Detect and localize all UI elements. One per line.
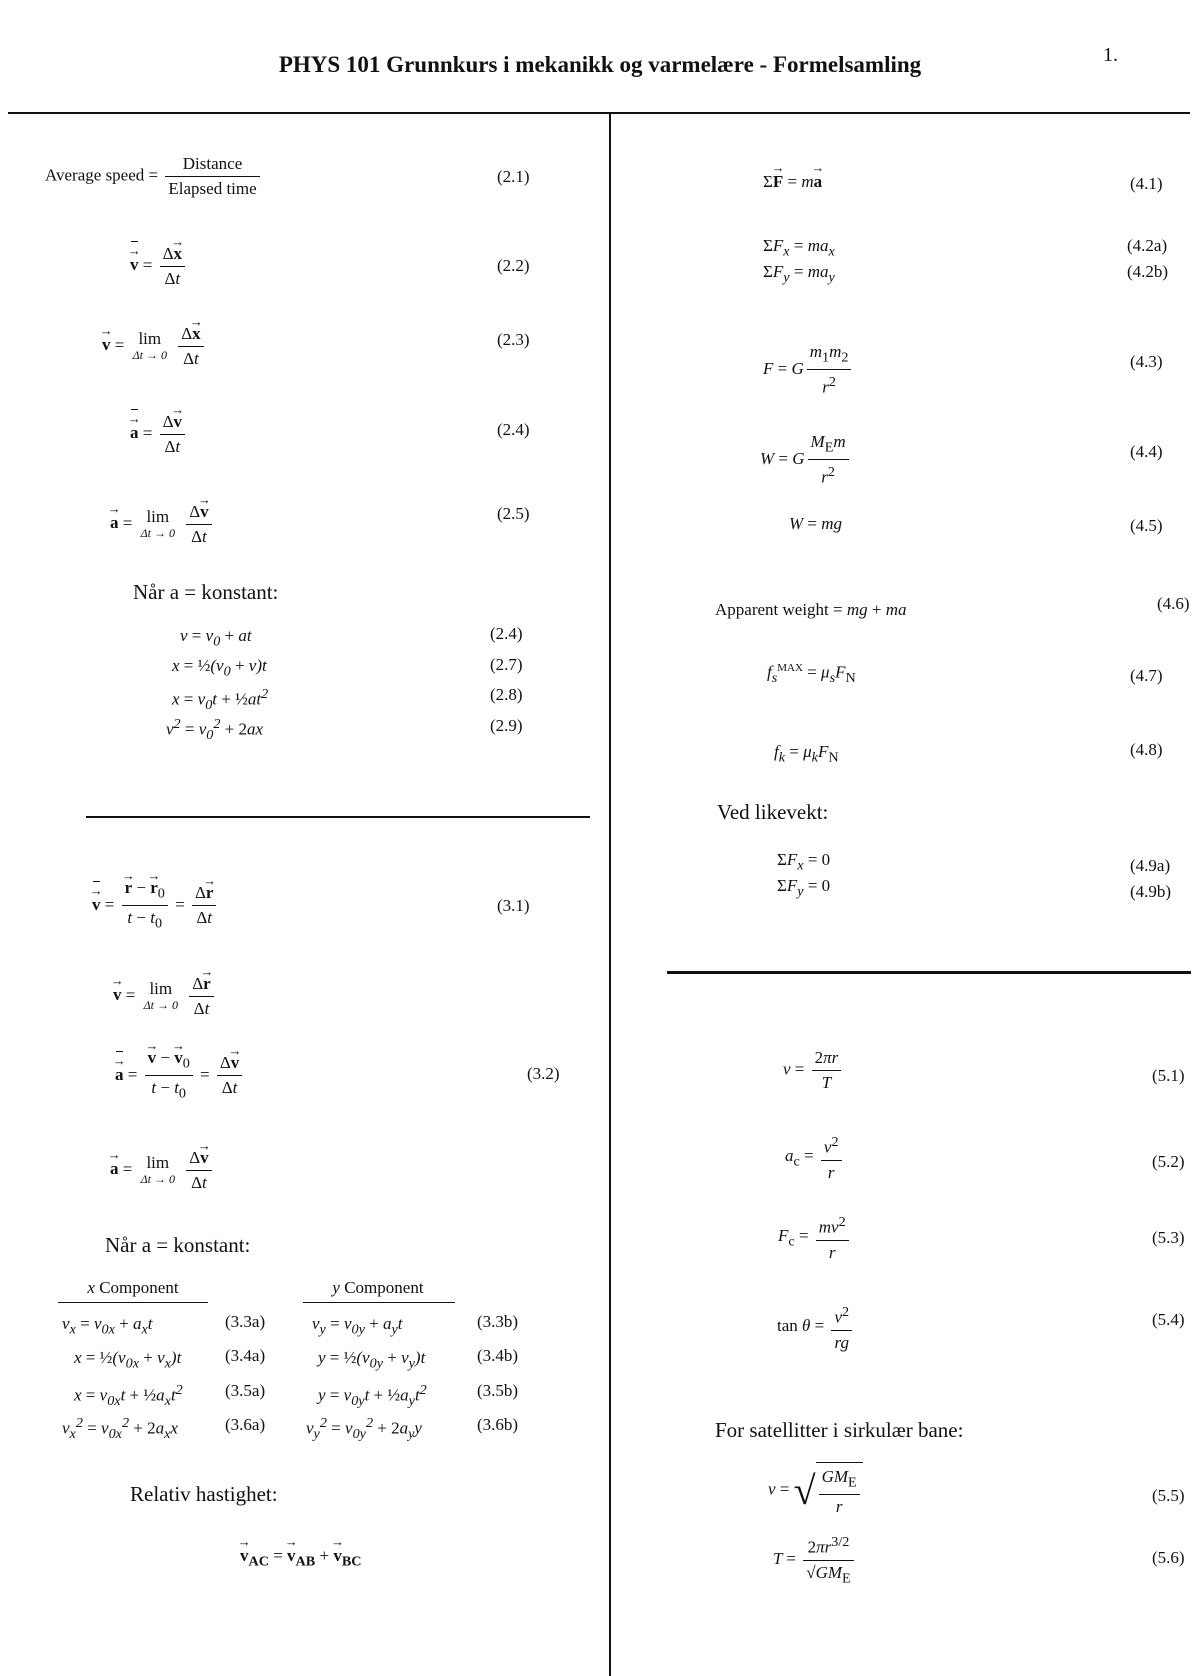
x-eq-4: $v_x^2 = v_{0x}^2 + 2a_xx$: [62, 1415, 178, 1443]
x-component-rule: [58, 1302, 208, 1303]
eq-2-2: → v = $\frac{\Delta\to x}{\Delta t}$: [130, 242, 188, 291]
eq-4-2a: $\Sigma F_x = ma_x$: [763, 236, 835, 260]
eq-5-4: tan θ = $\frac{v^2}{rg}$: [777, 1300, 855, 1355]
y-eq-3: $y = v_{0y}t$ + $\frac{1}{2}a_yt^2$: [318, 1382, 427, 1410]
y-component-rule: [303, 1302, 455, 1303]
y-eq-1: $v_y = v_{0y} + a_yt$: [312, 1314, 403, 1338]
y-num-2: (3.4b): [477, 1346, 519, 1365]
eq-4-7: $f_s^{MAX} = \mu_sF_N$: [767, 662, 856, 687]
satellite-heading: For satellitter i sirkulær bane:: [715, 1418, 964, 1442]
eq-4-5: W = mg: [789, 514, 843, 533]
kin-num-1: (2.4): [490, 624, 523, 643]
column-divider: [609, 114, 611, 1676]
eq-3-2b: → a = lim Δt → 0 $\frac{\Delta\to v}{\Delta t}$: [110, 1146, 215, 1195]
const-accel-heading-2: Når a = konstant:: [105, 1233, 251, 1257]
y-num-3: (3.5b): [477, 1381, 519, 1400]
eq-5-1: v = $\frac{2\pi r}{T}$: [783, 1046, 844, 1095]
eq-2-4: → a = $\frac{\Delta\to v}{\Delta t}$: [130, 410, 188, 459]
x-num-3: (3.5a): [225, 1381, 266, 1400]
eq-4-6: Apparent weight = mg + ma: [715, 600, 907, 619]
eq-number-5-6: (5.6): [1152, 1548, 1185, 1567]
eq-number-3-2: (3.2): [527, 1064, 560, 1083]
kin-num-3: (2.8): [490, 685, 523, 704]
y-eq-4: $v_y^2 = v_{0y}^2 + 2a_yy$: [306, 1415, 422, 1443]
eq-number-4-2a: (4.2a): [1127, 236, 1168, 255]
eq-number-5-1: (5.1): [1152, 1066, 1185, 1085]
eq-4-9a: $\Sigma F_x = 0$: [777, 850, 831, 874]
eq-number-4-5: (4.5): [1130, 516, 1163, 535]
section-rule-right: [667, 971, 1191, 974]
x-eq-1: $v_x = v_{0x} + a_xt$: [62, 1314, 153, 1338]
const-accel-heading-1: Når a = konstant:: [133, 580, 279, 604]
eq-3-2: → a = → $\frac{v - \to v_0}{t - t_0}$ = $\frac{\Delta\to v}{\Delta t}$: [115, 1046, 245, 1106]
eq-number-5-3: (5.3): [1152, 1228, 1185, 1247]
kin-eq-4: $v^2 = v_0^2 + 2ax$: [166, 716, 264, 744]
relative-velocity-heading: Relativ hastighet:: [130, 1482, 278, 1506]
eq-number-5-5: (5.5): [1152, 1486, 1185, 1505]
eq-4-2b: $\Sigma F_y = ma_y$: [763, 262, 835, 286]
kin-eq-1: $v = v_0$ + at: [180, 626, 252, 650]
page-title: PHYS 101 Grunnkurs i mekanikk og varmelære - Formelsamling: [278, 52, 922, 77]
eq-number-4-7: (4.7): [1130, 666, 1163, 685]
y-num-4: (3.6b): [477, 1415, 519, 1434]
x-eq-3: $x = v_{0x}t$ + $\frac{1}{2}a_xt^2$: [74, 1382, 183, 1410]
eq-4-8: $f_k = \mu_kF_N$: [774, 742, 839, 766]
eq-number-3-1: (3.1): [497, 896, 530, 915]
x-eq-2: $x = \frac{1}{2}(v_{0x} + v_x)t$: [74, 1348, 182, 1372]
eq-3-1b: → v = lim Δt → 0 $\frac{\Delta\to r}{\Delta t}$: [113, 972, 217, 1021]
y-component-heading: y Component: [332, 1278, 424, 1297]
x-component-heading: x Component: [87, 1278, 179, 1297]
eq-number-4-3: (4.3): [1130, 352, 1163, 371]
eq-number-5-2: (5.2): [1152, 1152, 1185, 1171]
y-eq-2: $y = \frac{1}{2}(v_{0y} + v_y)t$: [318, 1348, 426, 1372]
eq-number-2-2: (2.2): [497, 256, 530, 275]
eq-4-1: Σ→ F = m→ a: [763, 172, 822, 192]
eq-2-5: → a = lim Δt → 0 $\frac{\Delta\to v}{\Delta t}$: [110, 500, 215, 549]
eq-number-2-3: (2.3): [497, 330, 530, 349]
kin-num-2: (2.7): [490, 655, 523, 674]
eq-number-4-1: (4.1): [1130, 174, 1163, 193]
eq-5-5: v = √ $GM_E$ r: [768, 1462, 863, 1519]
eq-number-4-6: (4.6): [1157, 594, 1190, 613]
eq-2-3: → v = lim Δt → 0 $\frac{\Delta\to x}{\Delta t}$: [102, 322, 207, 371]
x-num-4: (3.6a): [225, 1415, 266, 1434]
eq-number-4-2b: (4.2b): [1127, 262, 1169, 281]
eq-number-4-4: (4.4): [1130, 442, 1163, 461]
eq-5-6: T = $2\pi r^{3/2}$ $√GM_E$: [773, 1530, 857, 1590]
x-num-2: (3.4a): [225, 1346, 266, 1365]
eq-5-3: $F_c$ = $\frac{mv^2}{r}$: [778, 1210, 852, 1265]
kin-eq-3: $x = v_0t$ + $\frac{1}{2}at^2$: [172, 686, 269, 714]
eq-3-1: → v = → $\frac{r - \to r_0}{t - t_0}$ = $\frac{\Delta\to r}{\Delta t}$: [92, 876, 219, 936]
x-num-1: (3.3a): [225, 1312, 266, 1331]
eq-4-4: W = G $M_Em$ $r^2$: [760, 430, 852, 490]
eq-number-2-1: (2.1): [497, 167, 530, 186]
eq-number-2-5: (2.5): [497, 504, 530, 523]
kin-eq-2: $x = \frac{1}{2}(v_0 + v)t$: [172, 656, 267, 680]
relative-velocity-eq: → $v_{AC}$ = → $v_{AB}$ + → $v_{BC}$: [240, 1546, 361, 1570]
header-rule: [8, 112, 1190, 114]
eq-4-9b: $\Sigma F_y = 0$: [777, 876, 831, 900]
eq-5-2: $a_c$ = $\frac{v^2}{r}$: [785, 1130, 845, 1185]
eq-number-2-4: (2.4): [497, 420, 530, 439]
y-num-1: (3.3b): [477, 1312, 519, 1331]
eq-number-5-4: (5.4): [1152, 1310, 1185, 1329]
page-number: 1.: [1103, 44, 1118, 66]
eq-2-1: Average speed = Distance Elapsed time: [45, 152, 263, 201]
eq-4-3: F = G $\frac{m_1m_2}{r^2}$: [763, 340, 854, 400]
kin-num-4: (2.9): [490, 716, 523, 735]
eq-number-4-9a: (4.9a): [1130, 856, 1171, 875]
eq-number-4-8: (4.8): [1130, 740, 1163, 759]
equilibrium-heading: Ved likevekt:: [717, 800, 829, 824]
section-rule-left: [86, 816, 590, 818]
eq-number-4-9b: (4.9b): [1130, 882, 1172, 901]
